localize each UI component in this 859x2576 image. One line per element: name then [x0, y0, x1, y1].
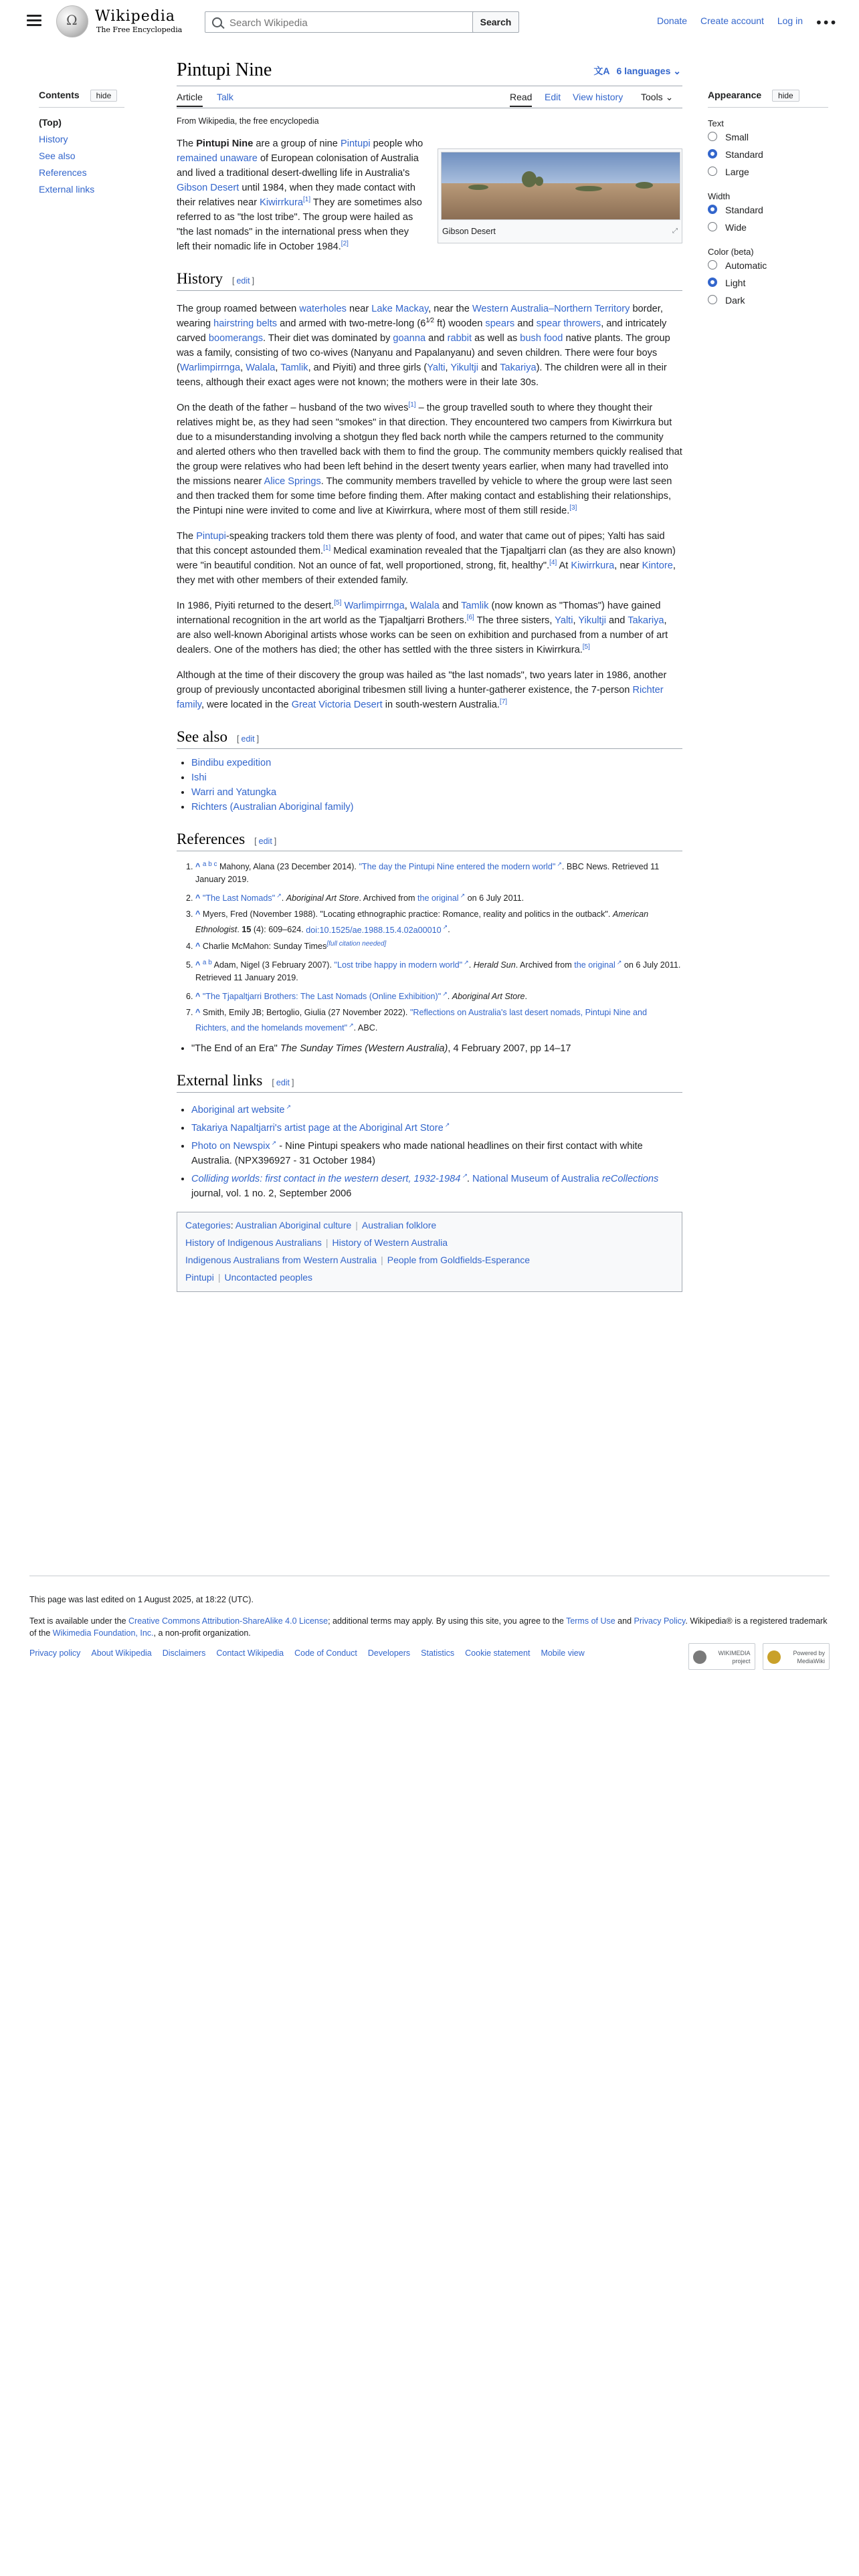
tools-menu[interactable] — [641, 92, 673, 103]
link-yalti[interactable]: Yalti — [555, 615, 573, 626]
main-menu-icon[interactable] — [27, 15, 41, 27]
reference-item: 2. ^ "The Last Nomads" ↗ . Aboriginal Art Store. Archived from the original ↗ on 6 July 2011. — [195, 889, 682, 905]
more-options-icon[interactable]: ••• — [815, 15, 837, 31]
citation[interactable]: [1] — [323, 544, 331, 552]
link-warlimpirrnga[interactable]: Warlimpirrnga — [179, 362, 241, 373]
citation[interactable]: [5] — [582, 643, 590, 651]
image-thumbnail — [438, 148, 682, 243]
list-item — [191, 1117, 682, 1136]
text-size-label: Text — [708, 118, 724, 128]
edit-section-link[interactable]: edit — [276, 1078, 290, 1088]
history-paragraph-2: On the death of the father – husband of the two wives[1] – the group travelled south to where they thought their relatives might be, as they had seen "smokes" in that direction. They encountered two campers from Kiwirrkura but due to a misunderstanding involving a shotgun they fled back north while the campers returned to the community and alerted others who then travelled back with them to find the group. The community members quickly realised that the group were relatives who had been left behind in the desert twenty years earlier, when many had travelled into the missions nearer Alice Springs. The community members travelled by vehicle to where the group were last seen and then tracked them for some time before finding them. After making contact and establishing their relationships, the Pintupi nine were invited to come and live at Kiwirrkura, where most of them still reside.[3] — [177, 401, 682, 516]
radio-width-standard[interactable]: Standard — [708, 201, 828, 219]
mediawiki-icon — [767, 1650, 781, 1664]
link-warri-and-yatungka[interactable]: Warri and Yatungka — [191, 787, 277, 798]
list-item: • Photo on Newspix ↗ - Nine Pintupi speakers who made national headlines on their first contact with white Australia. (NPX396927 - 31 October 1984) — [191, 1136, 682, 1168]
edit-section-link[interactable]: edit — [258, 837, 272, 846]
citation[interactable]: [2] — [341, 240, 349, 248]
list-item — [191, 756, 682, 770]
link-richters[interactable]: Richters (Australian Aboriginal family) — [191, 802, 354, 813]
wikimedia-icon — [693, 1650, 706, 1664]
footer-link[interactable]: Developers — [367, 1648, 411, 1658]
link-walala[interactable]: Walala — [409, 601, 440, 611]
tab-edit[interactable]: Edit — [545, 92, 561, 102]
link-remained-unaware[interactable]: remained unaware — [177, 153, 258, 164]
toc-item-top[interactable]: (Top) — [39, 117, 62, 128]
footer-link[interactable]: Statistics — [421, 1648, 455, 1658]
toc-header — [39, 90, 159, 102]
link-kiwirrkura[interactable]: Kiwirrkura — [260, 197, 303, 208]
link-bindibu-expedition[interactable]: Bindibu expedition — [191, 758, 272, 768]
link-takariya[interactable]: Takariya — [628, 615, 664, 626]
reference-link[interactable]: "The Last Nomads" ↗ — [203, 893, 282, 903]
footer-link[interactable]: Disclaimers — [162, 1648, 206, 1658]
link-takariya[interactable]: Takariya — [500, 362, 537, 373]
footer-link[interactable]: Mobile view — [541, 1648, 585, 1658]
category-link[interactable]: Uncontacted peoples — [224, 1271, 312, 1283]
reference-item: 4. ^ Charlie McMahon: Sunday Times[full citation needed] — [195, 940, 682, 953]
width-label: Width — [708, 191, 731, 201]
category-link[interactable]: Pintupi — [185, 1271, 214, 1283]
appearance-panel — [708, 90, 828, 309]
search-button[interactable]: Search — [472, 11, 519, 33]
history-paragraph-3: The Pintupi-speaking trackers told them there was plenty of food, and water that came out of pipes; Yalti has said that this concept astounded them.[1] Medical examination revealed that the Tjapaltjarri clan (as they are also known) were "in beautiful condition. Not an ounce of fat, well proportioned, strong, fit, healthy".[4] At Kiwirrkura, near Kintore, they met with other members of their extended family. — [177, 531, 676, 586]
caption-text: Gibson Desert — [442, 227, 496, 236]
link-kintore[interactable]: Kintore — [642, 560, 673, 571]
language-count: 6 languages — [616, 66, 671, 76]
history-paragraph-1: The group roamed between waterholes near Lake Mackay, near the Western Australia–Northern Territory border, wearing hairstring belts and armed with two-metre-long ($6^{1⁄2}$ ft) wooden spears and spear throwers, and intricately carved boomerangs. Their diet was dominated by goanna and rabbit as well as bush food native plants. The group was a family, consisting of two co-wives (Nanyanu and Papalanyanu) and seven children. There were four boys (Warlimpirrnga, Walala, Tamlik, and Piyiti) and three girls (Yalti, Yikultji and Takariya). The children were all in their teens, although their exact ages were not known; the mothers were in their late 30s. — [177, 304, 670, 388]
citation[interactable]: [1] — [302, 196, 311, 204]
page-tabs — [177, 86, 682, 108]
edit-section: [ edit ] — [232, 276, 255, 286]
link-yikultji[interactable]: Yikultji — [450, 362, 479, 373]
search-input[interactable] — [228, 15, 472, 30]
appearance-title: Appearance — [708, 90, 762, 100]
link-nma[interactable]: National Museum of Australia — [472, 1173, 599, 1184]
history-paragraph-5: Although at the time of their discovery the group was hailed as "the last nomads", two years later in 1986, another group of previously uncontacted aboriginal tribesmen still living a hunter-gatherer existence, the 7-person Richter family, were located in the Great Victoria Desert in south-western Australia.[7] — [177, 670, 667, 710]
radio-color-dark[interactable]: Dark — [708, 292, 828, 309]
history-paragraph-4: In 1986, Piyiti returned to the desert.[5] Warlimpirrnga, Walala and Tamlik (now known as "Thomas") have gained international recognition in the art world as the Tjapaltjarri Brothers.[6] The three sisters, Yalti, Yikultji and Takariya, are also well-known Aboriginal artists whose works can be seen on exhibition and purchased from a number of art dealers. One of the mothers has died; the other has settled with the three sisters in Kiwirrkura.[5] — [177, 599, 668, 655]
reference-link[interactable]: "The Tjapaltjarri Brothers: The Last Nomads (Online Exhibition)" ↗ — [203, 992, 448, 1001]
table-of-contents — [39, 90, 159, 198]
tab-article[interactable]: Article — [177, 92, 203, 107]
link-boomerangs[interactable]: boomerangs — [208, 333, 263, 344]
link-aboriginal-art-website[interactable]: Aboriginal art website ↗ — [191, 1105, 291, 1115]
main-content — [177, 58, 682, 1292]
list-item: • "The End of an Era" The Sunday Times (Western Australia), 4 February 2007, pp 14–17 — [191, 1041, 682, 1056]
reference-item: 7. ^ Smith, Emily JB; Bertoglio, Giulia (27 November 2022). "Reflections on Australia's last desert nomads, Pintupi Nine and Richters, and the homelands movement" ↗ . ABC. — [195, 1006, 682, 1035]
category-link[interactable]: History of Indigenous Australians — [185, 1237, 322, 1248]
footer-link[interactable]: Privacy policy — [29, 1648, 81, 1658]
link-waterholes[interactable]: waterholes — [299, 304, 347, 314]
reference-item: 3. ^ Myers, Fred (November 1988). "Locating ethnographic practice: Romance, reality and politics in the outback". American Ethnologist. 15 (4): 609–624. doi:10.1525/ae.1988.15.4.02a00010 ↗ . — [195, 908, 682, 936]
privacy-link[interactable]: Privacy Policy — [634, 1616, 686, 1626]
page-footer — [29, 1576, 830, 1665]
list-item — [191, 770, 682, 785]
divider — [708, 107, 828, 108]
citation[interactable]: [5] — [334, 599, 342, 607]
footer-link[interactable]: Cookie statement — [465, 1648, 531, 1658]
citation[interactable]: [1] — [408, 401, 416, 409]
divider — [39, 107, 124, 108]
search-icon — [212, 17, 222, 27]
donate-link[interactable]: Donate — [656, 15, 688, 26]
radio-text-standard[interactable]: Standard — [708, 146, 828, 163]
reference-list — [195, 858, 682, 1035]
page-title: Pintupi Nine — [177, 60, 272, 80]
radio-color-automatic[interactable]: Automatic — [708, 257, 828, 274]
wikimedia-badge[interactable]: WIKIMEDIA project — [688, 1643, 755, 1670]
toc-item-see-also[interactable]: See also — [39, 150, 76, 161]
site-header — [0, 0, 859, 43]
gibson-desert-photo[interactable] — [441, 152, 680, 220]
lead-paragraph: The Pintupi Nine are a group of nine Pintupi people who remained unaware of European colonisation of Australia and lived a traditional desert-dwelling life in Australia's Gibson Desert until 1984, when they made contact with their relatives near Kiwirrkura[1] They are sometimes also referred to as "the lost tribe". The group were hailed as "the last nomads" in the international press when they left their nomadic life in October 1984.[2] — [177, 138, 423, 252]
link-takariya-artist-page[interactable]: Takariya Napaltjarri's artist page at the Aboriginal Art Store ↗ — [191, 1123, 450, 1134]
edit-section: [ edit ] — [237, 734, 260, 744]
link-spear-throwers[interactable]: spear throwers — [536, 318, 601, 329]
radio-text-large[interactable]: Large — [708, 163, 828, 181]
reference-link[interactable]: "The day the Pintupi Nine entered the modern world" ↗ — [359, 862, 561, 871]
category-box: Categories: Australian Aboriginal culture | Australian folklore History of Indigenous Australians | History of Western Australia Indigenous Australians from Western Australia | People from Goldfields-Esperance Pintupi | Uncontacted peoples — [177, 1212, 682, 1292]
toc-item-references[interactable]: References — [39, 167, 87, 178]
translate-icon: 文A — [593, 66, 610, 76]
appearance-header — [708, 90, 828, 102]
footer-link[interactable]: Code of Conduct — [294, 1648, 357, 1658]
tab-view-history[interactable]: View history — [573, 92, 624, 102]
citation[interactable]: [4] — [549, 559, 557, 567]
license-link[interactable]: Creative Commons Attribution-ShareAlike 4.0 License — [128, 1616, 328, 1626]
category-link[interactable]: Australian Aboriginal culture — [235, 1219, 352, 1230]
reference-item: 5. ^ $^{a b}$ Adam, Nigel (3 February 2007). "Lost tribe happy in modern world" ↗ . Herald Sun. Archived from the original ↗ on 6 July 2011. Retrieved 11 January 2019. — [195, 956, 682, 984]
tab-read[interactable]: Read — [510, 92, 532, 107]
link-photo-on-newspix[interactable]: Photo on Newspix ↗ — [191, 1141, 276, 1152]
see-also-list — [191, 756, 682, 815]
edit-section: [ edit ] — [254, 837, 277, 846]
toc-title: Contents — [39, 90, 80, 100]
footer-link[interactable]: About Wikipedia — [91, 1648, 152, 1658]
link-alice-springs[interactable]: Alice Springs — [264, 476, 321, 487]
list-item — [191, 1099, 682, 1117]
radio-text-small[interactable]: Small — [708, 128, 828, 146]
list-item — [191, 800, 682, 815]
license-text: Text is available under the Creative Commons Attribution-ShareAlike 4.0 License; additional terms may apply. By using this site, you agree to the Terms of Use and Privacy Policy. Wikipedia® is a registered trademark of the Wikimedia Foundation, Inc., a non-profit organization. — [29, 1616, 828, 1638]
link-bush-food[interactable]: bush food — [520, 333, 563, 344]
link-hairstring-belts[interactable]: hairstring belts — [213, 318, 278, 329]
site-subtitle: From Wikipedia, the free encyclopedia — [177, 116, 319, 126]
category-link[interactable]: Australian folklore — [361, 1219, 437, 1230]
radio-color-light[interactable]: Light — [708, 274, 828, 292]
tools-label: Tools — [641, 92, 663, 102]
link-kiwirrkura[interactable]: Kiwirrkura — [571, 560, 615, 571]
toc-item-external-links[interactable]: External links — [39, 184, 95, 195]
mediawiki-badge[interactable]: Powered by MediaWiki — [763, 1643, 830, 1670]
category-link[interactable]: People from Goldfields-Esperance — [387, 1254, 530, 1265]
link-ishi[interactable]: Ishi — [191, 772, 207, 783]
section-heading-external-links: External links [ edit ] — [177, 1073, 682, 1093]
categories-link[interactable]: Categories — [185, 1219, 231, 1230]
toc-hide-button[interactable]: hide — [90, 90, 118, 102]
tab-talk[interactable]: Talk — [217, 92, 233, 102]
link-colliding-worlds[interactable]: Colliding worlds: first contact in the western desert, 1932-1984 ↗ — [191, 1174, 467, 1184]
link-tamlik[interactable]: Tamlik — [461, 601, 489, 611]
link-yikultji[interactable]: Yikultji — [578, 615, 606, 626]
link-spears[interactable]: spears — [485, 318, 515, 329]
list-item — [191, 785, 682, 800]
archive-link[interactable]: the original ↗ — [574, 960, 622, 970]
article-body — [177, 136, 682, 1292]
link-walala[interactable]: Walala — [246, 362, 276, 373]
citation[interactable]: [3] — [569, 504, 577, 512]
doi-link[interactable]: doi:10.1525/ae.1988.15.4.02a00010 ↗ — [306, 926, 448, 935]
reference-link[interactable]: "Lost tribe happy in modern world" ↗ — [334, 960, 468, 970]
reference-item: 1. ^ $^{a b c}$ Mahony, Alana (23 December 2014). "The day the Pintupi Nine entered the modern world" ↗ . BBC News. Retrieved 11 January 2019. — [195, 858, 682, 886]
wordmark[interactable]: Wikipedia — [95, 8, 175, 25]
footer-link[interactable]: Contact Wikipedia — [216, 1648, 284, 1658]
chevron-down-icon: ⌄ — [673, 66, 681, 76]
language-button[interactable] — [593, 64, 681, 78]
list-item: • Colliding worlds: first contact in the western desert, 1932-1984 ↗ . National Museum of Australia reCollections journal, vol. 1 no. 2, September 2006 — [191, 1168, 682, 1201]
title-bar — [177, 58, 682, 86]
enlarge-icon[interactable]: ⤢ — [672, 227, 678, 235]
terms-link[interactable]: Terms of Use — [566, 1616, 615, 1626]
color-label: Color (beta) — [708, 247, 754, 257]
footer-badges — [683, 1643, 830, 1670]
toc-item-history[interactable]: History — [39, 134, 68, 144]
link-lake-mackay[interactable]: Lake Mackay — [371, 304, 429, 314]
further-reading-list — [191, 1041, 682, 1056]
edit-section-link[interactable]: edit — [236, 276, 250, 286]
edit-section-link[interactable]: edit — [241, 734, 255, 744]
tagline: The Free Encyclopedia — [96, 25, 183, 34]
radio-width-wide[interactable]: Wide — [708, 219, 828, 236]
link-great-victoria-desert[interactable]: Great Victoria Desert — [291, 700, 383, 710]
reference-link[interactable]: "Reflections on Australia's last desert nomads, Pintupi Nine and Richters, and the homelands movement" ↗ — [195, 1008, 647, 1033]
link-yalti[interactable]: Yalti — [427, 362, 446, 373]
search-box[interactable] — [205, 11, 475, 33]
image-caption — [441, 220, 679, 240]
link-recollections[interactable]: reCollections — [601, 1173, 659, 1184]
link-pintupi[interactable]: Pintupi — [340, 138, 371, 149]
external-links-list — [191, 1099, 682, 1200]
section-heading-see-also: See also [ edit ] — [177, 730, 682, 749]
category-link[interactable]: History of Western Australia — [332, 1237, 448, 1248]
log-in-link[interactable]: Log in — [777, 15, 803, 26]
personal-tools — [646, 15, 803, 26]
archive-link[interactable]: the original ↗ — [417, 893, 465, 903]
section-heading-history: History [ edit ] — [177, 272, 682, 291]
link-tamlik[interactable]: Tamlik — [280, 362, 308, 373]
link-pintupi[interactable]: Pintupi — [196, 531, 226, 542]
wikipedia-globe-logo[interactable] — [56, 5, 88, 37]
link-rabbit[interactable]: rabbit — [447, 333, 472, 344]
wmf-link[interactable]: Wikimedia Foundation, Inc. — [52, 1628, 154, 1638]
link-wa-nt[interactable]: Western Australia–Northern Territory — [472, 304, 630, 314]
category-link[interactable]: Indigenous Australians from Western Australia — [185, 1254, 377, 1265]
link-gibson-desert[interactable]: Gibson Desert — [177, 183, 240, 193]
lead-bold-title: Pintupi Nine — [196, 138, 254, 149]
appearance-hide-button[interactable]: hide — [772, 90, 799, 102]
chevron-down-icon: ⌄ — [665, 92, 674, 102]
edit-section: [ edit ] — [272, 1078, 294, 1088]
link-warlimpirrnga[interactable]: Warlimpirrnga — [344, 601, 405, 611]
create-account-link[interactable]: Create account — [700, 15, 764, 26]
citation-needed[interactable]: [full citation needed] — [326, 940, 387, 948]
citation[interactable]: [6] — [466, 614, 474, 622]
last-edited: This page was last edited on 1 August 2025, at 18:22 (UTC). — [29, 1595, 254, 1604]
link-richter-family[interactable]: Richter family — [177, 685, 664, 710]
section-heading-references: References [ edit ] — [177, 832, 682, 851]
link-goanna[interactable]: goanna — [393, 333, 426, 344]
reference-item: 6. ^ "The Tjapaltjarri Brothers: The Last Nomads (Online Exhibition)" ↗ . Aboriginal Art Store. — [195, 988, 682, 1003]
citation[interactable]: [7] — [499, 698, 508, 706]
